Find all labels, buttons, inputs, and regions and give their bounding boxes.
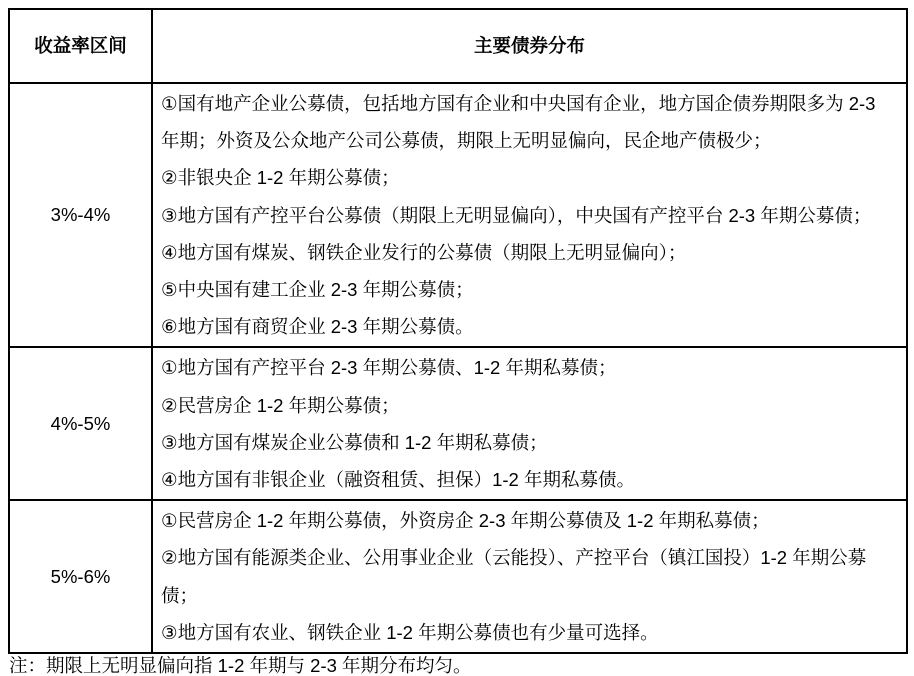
bond-items-cell <box>152 347 907 500</box>
yield-range-cell: 5%-6% <box>9 500 152 653</box>
bond-item: ⑤中央国有建工企业 2-3 年期公募债； <box>161 279 474 301</box>
bond-distribution-table <box>8 8 908 654</box>
bond-item: ④地方国有非银企业（融资租赁、担保）1-2 年期私募债。 <box>161 469 635 491</box>
bond-items-cell <box>152 83 907 347</box>
table-row <box>9 347 907 500</box>
bond-item: ③地方国有农业、钢铁企业 1-2 年期公募债也有少量可选择。 <box>161 621 659 643</box>
table-body <box>9 83 907 653</box>
bond-items-cell <box>152 500 907 653</box>
bond-item: ②非银央企 1-2 年期公募债； <box>161 167 400 189</box>
yield-range-cell: 4%-5% <box>9 347 152 500</box>
bond-item: ③地方国有产控平台公募债（期限上无明显偏向），中央国有产控平台 2-3 年期公募债； <box>161 204 872 226</box>
bond-item: ①国有地产企业公募债，包括地方国有企业和中央国有企业，地方国企债券期限多为 2-3 年期；外资及公众地产公司公募债，期限上无明显偏向，民企地产债极少； <box>161 93 876 152</box>
bond-item: ①地方国有产控平台 2-3 年期公募债、1-2 年期私募债； <box>161 357 617 379</box>
bond-item: ③地方国有煤炭企业公募债和 1-2 年期私募债； <box>161 431 548 453</box>
bond-item: ②民营房企 1-2 年期公募债； <box>161 394 400 416</box>
column-header-bond-distribution: 主要债券分布 <box>152 9 907 83</box>
bond-item: ①民营房企 1-2 年期公募债，外资房企 2-3 年期公募债及 1-2 年期私募债； <box>161 510 770 532</box>
table-header-row <box>9 9 907 83</box>
table-row <box>9 500 907 653</box>
bond-item: ②地方国有能源类企业、公用事业企业（云能投）、产控平台（镇江国投）1-2 年期公募债； <box>161 547 867 606</box>
yield-range-cell: 3%-4% <box>9 83 152 347</box>
bond-item: ⑥地方国有商贸企业 2-3 年期公募债。 <box>161 316 474 338</box>
table-row <box>9 83 907 347</box>
bond-item: ④地方国有煤炭、钢铁企业发行的公募债（期限上无明显偏向）； <box>161 241 687 263</box>
footnote: 注：期限上无明显偏向指 1-2 年期与 2-3 年期分布均匀。 <box>9 655 472 676</box>
column-header-yield-range: 收益率区间 <box>9 9 152 83</box>
